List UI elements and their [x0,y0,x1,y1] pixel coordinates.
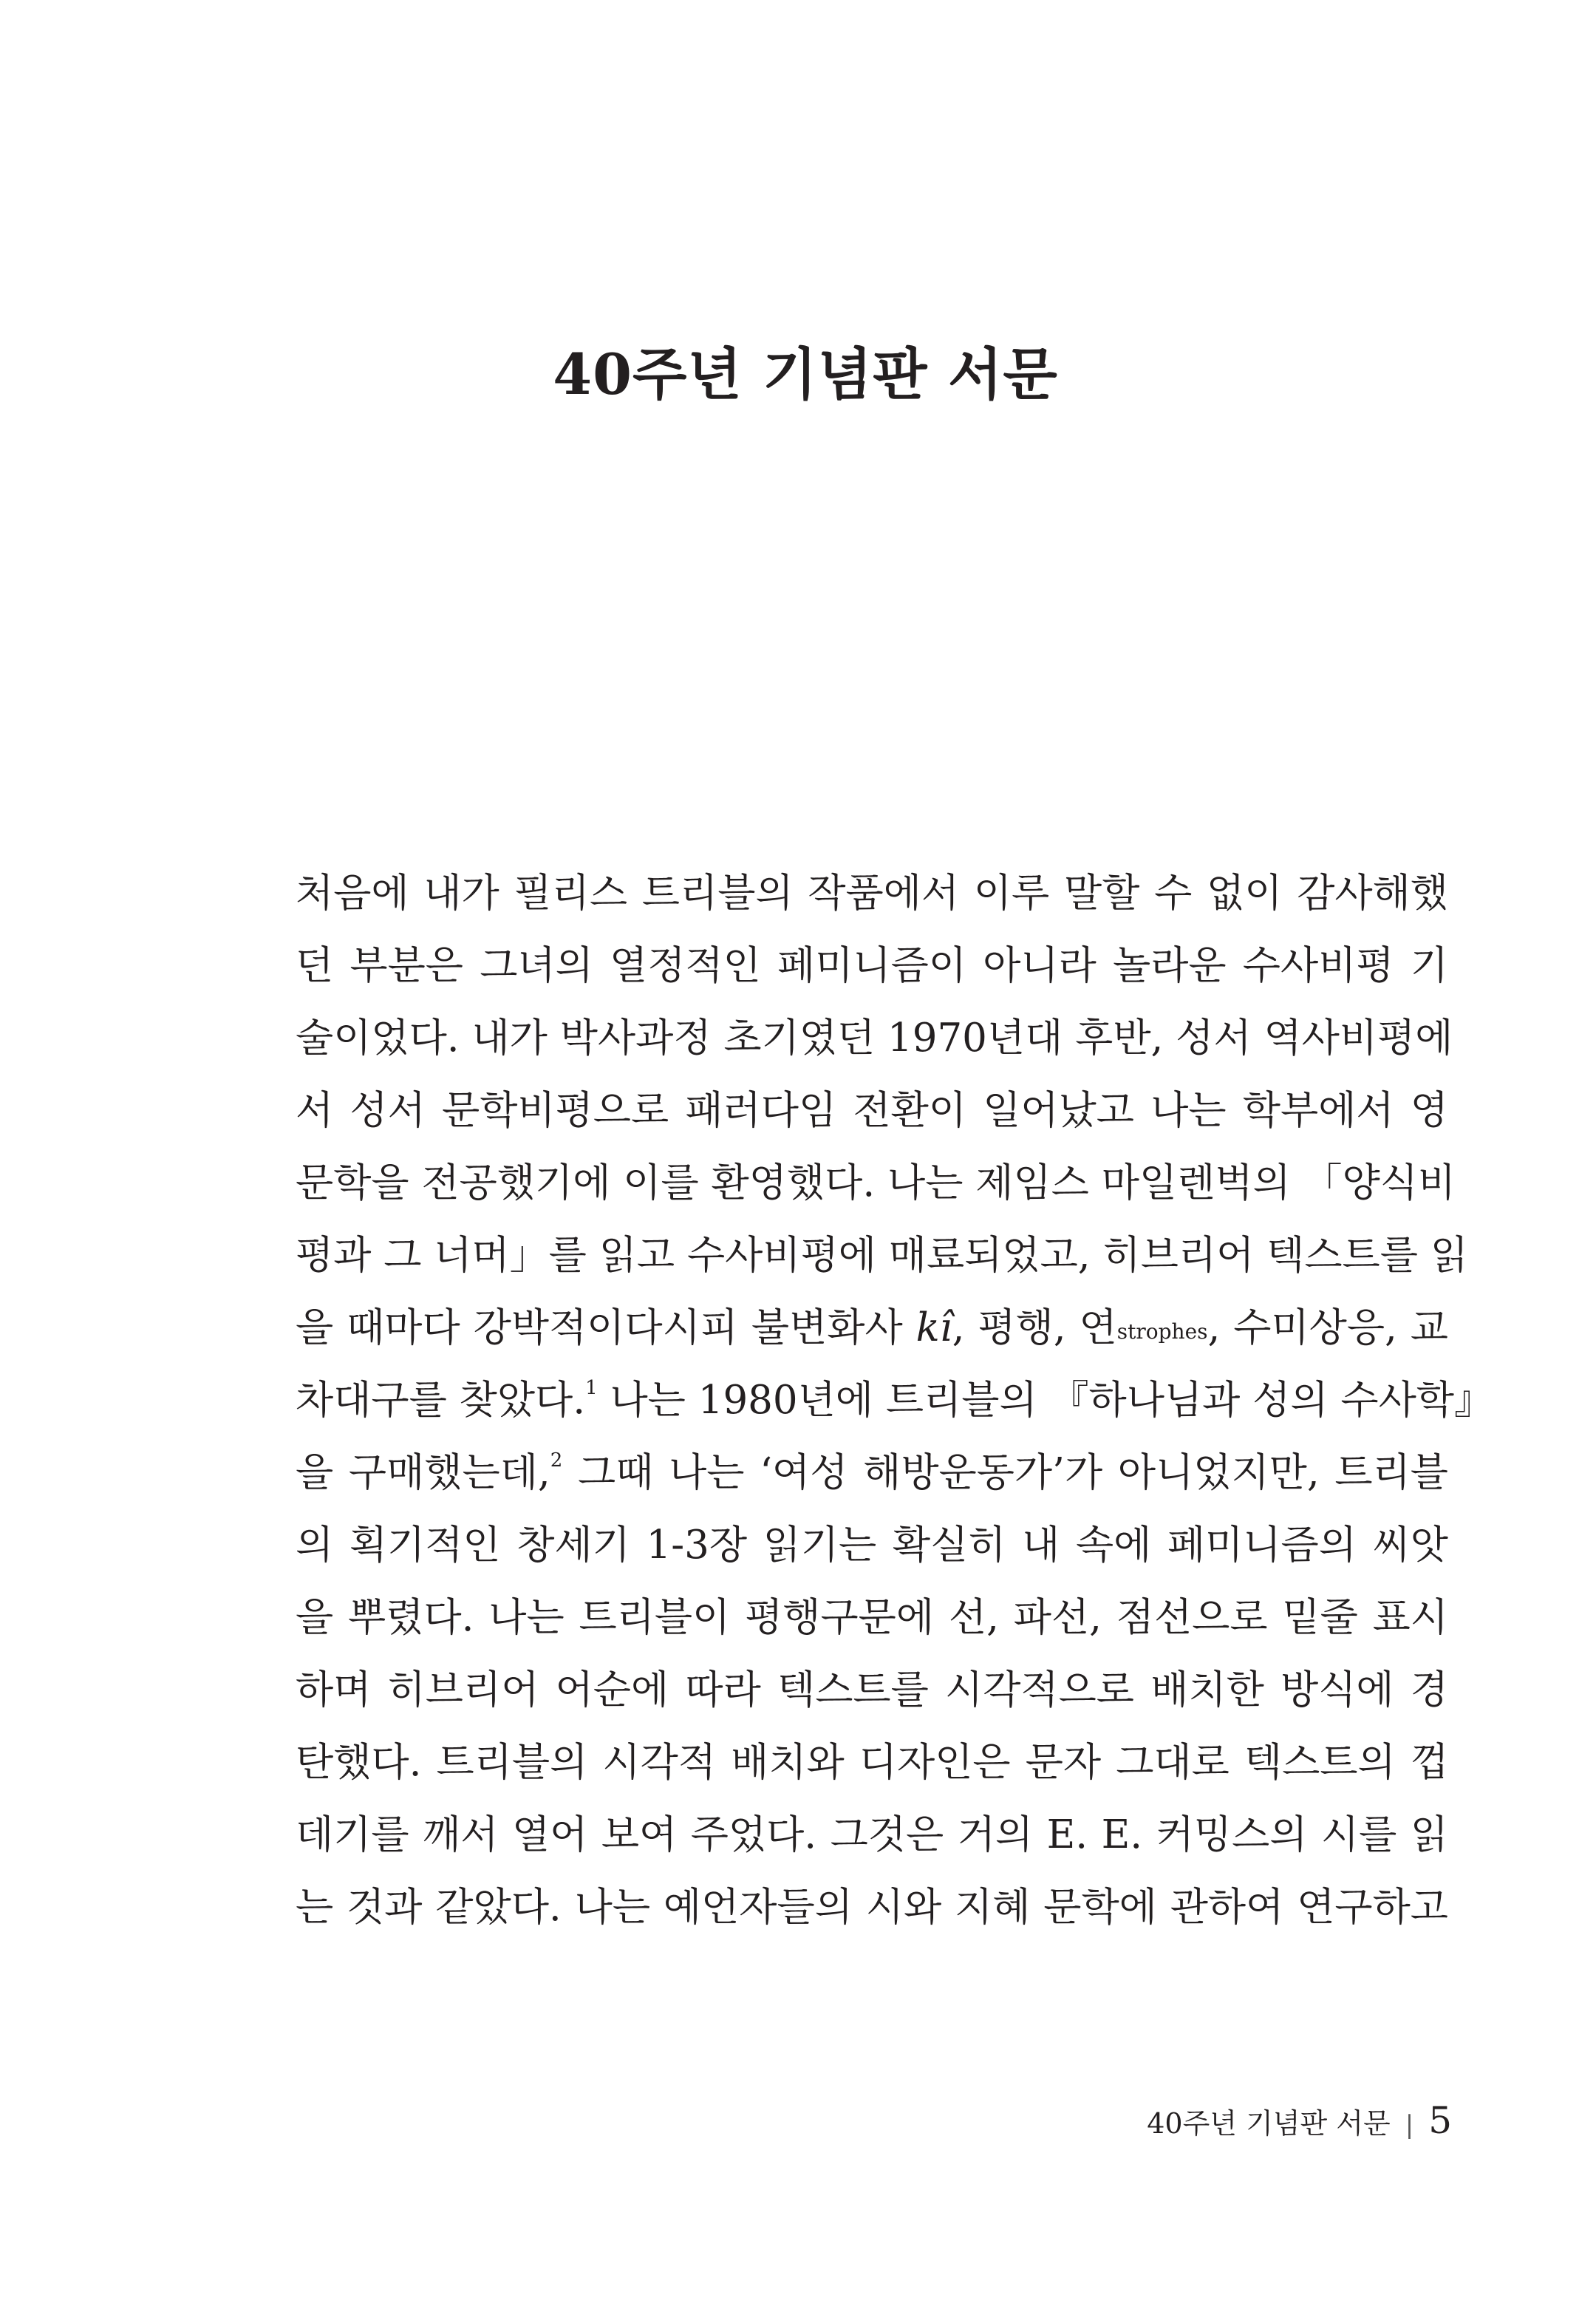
text-segment: 을 구매했는데, [296,1450,550,1495]
text-line: 을 뿌렸다. 나는 트리블이 평행구문에 선, 파선, 점선으로 밑줄 표시 [296,1595,1448,1640]
text-segment: 나는 1980년에 트리블의 『하나님과 성의 수사학』 [597,1378,1493,1423]
text-line: 는 것과 같았다. 나는 예언자들의 시와 지혜 문학에 관하여 연구하고 [296,1885,1448,1930]
text-line: 탄했다. 트리블의 시각적 배치와 디자인은 문자 그대로 텍스트의 껍 [296,1740,1448,1785]
text-line [296,1437,1448,1509]
page-number: 5 [1428,2099,1452,2142]
page-title: 40주년 기념판 서문 [553,341,1058,407]
footnote-marker: 2 [550,1449,563,1472]
text-line: 의 획기적인 창세기 1-3장 읽기는 확실히 내 속에 페미니즘의 씨앗 [296,1523,1448,1568]
text-segment: , 평행, 연 [952,1305,1117,1350]
inline-gloss: strophes [1116,1319,1208,1344]
body-paragraph [296,857,1493,1944]
text-line [296,1364,1493,1437]
text-line [296,1292,1448,1364]
text-segment: 차대구를 찾았다. [296,1378,586,1423]
text-line: 서 성서 문학비평으로 패러다임 전환이 일어났고 나는 학부에서 영 [296,1088,1448,1133]
footer-divider: | [1405,2110,1414,2140]
text-segment: , 수미상응, 교 [1207,1305,1448,1350]
running-title: 40주년 기념판 서문 [1147,2107,1391,2140]
footnote-marker: 1 [585,1377,598,1399]
text-line: 문학을 전공했기에 이를 환영했다. 나는 제임스 마일렌벅의 「양식비 [296,1160,1456,1205]
italic-term: kî [915,1305,952,1350]
text-line: 술이었다. 내가 박사과정 초기였던 1970년대 후반, 성서 역사비평에 [296,1016,1453,1061]
text-segment: 을 때마다 강박적이다시피 불변화사 [296,1305,916,1350]
text-line: 처음에 내가 필리스 트리블의 작품에서 이루 말할 수 없이 감사해했 [296,871,1448,916]
text-line: 하며 히브리어 어순에 따라 텍스트를 시각적으로 배치한 방식에 경 [296,1667,1448,1713]
text-line: 던 부분은 그녀의 열정적인 페미니즘이 아니라 놀라운 수사비평 기 [296,943,1448,988]
text-segment: 그때 나는 ‘여성 해방운동가’가 아니었지만, 트리블 [562,1450,1448,1495]
text-line: 데기를 깨서 열어 보여 주었다. 그것은 거의 E. E. 커밍스의 시를 읽 [296,1812,1448,1857]
text-line: 평과 그 너머」를 읽고 수사비평에 매료되었고, 히브리어 텍스트를 읽 [296,1233,1468,1278]
page-footer [1147,2099,1452,2142]
